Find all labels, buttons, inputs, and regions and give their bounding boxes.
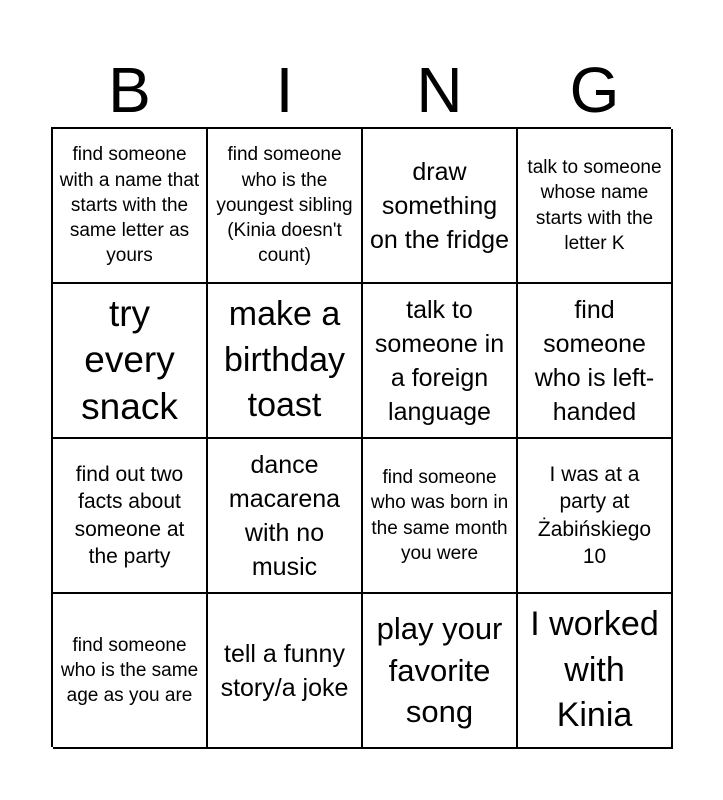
bingo-cell-text: find someone who was born in the same month you were — [370, 466, 509, 564]
header-letter-g: G — [569, 54, 620, 126]
bingo-cell-text: make a birthday toast — [224, 295, 345, 425]
header-letter-n: N — [416, 54, 463, 126]
bingo-cell-r4c4[interactable] — [518, 594, 673, 749]
bingo-cell-text: dance macarena with no music — [228, 450, 341, 581]
bingo-cell-text: talk to someone in a foreign language — [374, 295, 505, 426]
bingo-cell-text: find someone who is left-handed — [534, 295, 655, 426]
bingo-cell-r1c3[interactable] — [363, 129, 518, 284]
bingo-cell-r2c3[interactable] — [363, 284, 518, 439]
bingo-cell-text: I was at a party at Żabińskiego 10 — [537, 462, 652, 568]
bingo-cell-text: I worked with Kinia — [530, 605, 659, 735]
bingo-cell-r4c3[interactable] — [363, 594, 518, 749]
header-letter-b: B — [108, 54, 151, 126]
bingo-cell-r2c1[interactable] — [53, 284, 208, 439]
bingo-cell-r3c4[interactable] — [518, 439, 673, 594]
bingo-cell-r2c4[interactable] — [518, 284, 673, 439]
bingo-cell-r1c2[interactable] — [208, 129, 363, 284]
bingo-cell-r3c3[interactable] — [363, 439, 518, 594]
header-letter-i: I — [275, 54, 294, 126]
bingo-board — [51, 127, 671, 747]
bingo-cell-text: find someone who is the same age as you are — [60, 634, 199, 707]
bingo-cell-r1c1[interactable] — [53, 129, 208, 284]
bingo-cell-r3c1[interactable] — [53, 439, 208, 594]
bingo-cell-text: play your favorite song — [376, 611, 503, 730]
bingo-cell-r4c1[interactable] — [53, 594, 208, 749]
bingo-cell-text: try every snack — [81, 292, 178, 427]
bingo-cell-text: draw something on the fridge — [370, 157, 509, 254]
bingo-header — [52, 52, 672, 128]
bingo-cell-r4c2[interactable] — [208, 594, 363, 749]
bingo-cell-text: find someone with a name that starts with the same letter as yours — [59, 144, 200, 267]
bingo-cell-r2c2[interactable] — [208, 284, 363, 439]
bingo-cell-r1c4[interactable] — [518, 129, 673, 284]
bingo-cell-r3c2[interactable] — [208, 439, 363, 594]
bingo-cell-text: tell a funny story/a joke — [220, 639, 349, 702]
bingo-cell-text: talk to someone whose name starts with the letter K — [527, 156, 662, 254]
bingo-cell-text: find out two facts about someone at the party — [74, 462, 185, 568]
bingo-cell-text: find someone who is the youngest sibling (Kinia doesn't count) — [216, 144, 353, 267]
